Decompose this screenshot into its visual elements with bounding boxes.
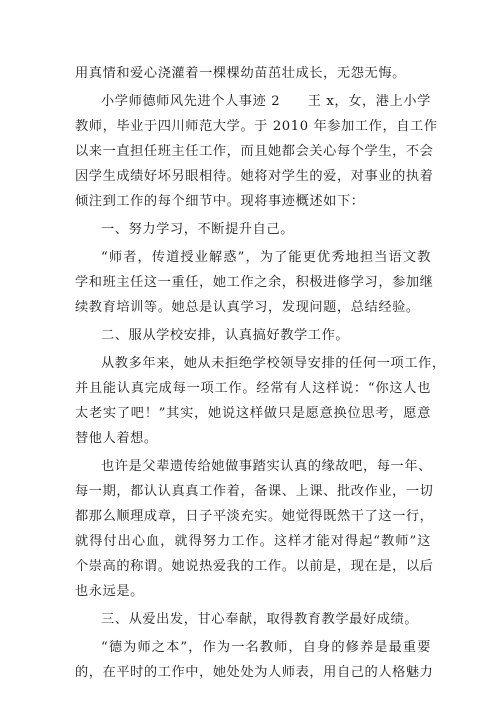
paragraph-line: 教师，毕业于四川师范大学。于 2010 年参加工作，自工作: [75, 119, 438, 134]
paragraph-line: 小学师德师风先进个人事迹 2 王 x，女，港上小学: [101, 94, 431, 109]
section-heading: 三、从爱出发，甘心奉献，取得教育教学最好成绩。: [101, 612, 419, 627]
section-heading: 一、努力学习，不断提升自己。: [101, 222, 295, 237]
paragraph-line: 从教多年来，她从未拒绝学校领导安排的任何一项工作，: [101, 356, 446, 371]
paragraph-line: 个崇高的称谓。她说热爱我的工作。以前是，现在是，以后: [75, 559, 434, 574]
paragraph-line: 用真情和爱心浇灌着一棵棵幼苗茁壮成长，无怨无悔。: [75, 66, 406, 81]
paragraph-line: 就得付出心血，就得努力工作。这样才能对得起“教师”这: [75, 534, 431, 549]
paragraph-line: 替他人着想。: [75, 431, 158, 446]
paragraph-line: 并且能认真完成每一项工作。经常有人这样说：“你这人也: [75, 381, 431, 396]
paragraph-line: 太老实了吧！”其实，她说这样做只是愿意换位思考，愿意: [75, 406, 431, 421]
paragraph-line: “德为师之本”，作为一名教师，自身的修养是最重要: [101, 640, 431, 655]
paragraph-line: 都那么顺理成章，日子平淡充实。她觉得既然干了这一行，: [75, 509, 434, 524]
section-heading: 二、服从学校安排，认真搞好教学工作。: [101, 328, 350, 343]
paragraph-line: “师者，传道授业解惑”，为了能更优秀地担当语文教: [101, 250, 431, 265]
paragraph-line: 也永远是。: [75, 584, 144, 599]
paragraph-line: 学和班主任这一重任，她工作之余，积极进修学习，参加继: [75, 275, 434, 290]
paragraph-line: 以来一直担任班主任工作，而且她都会关心每个学生，不会: [75, 144, 434, 159]
paragraph-line: 续教育培训等。她总是认真学习，发现问题，总结经验。: [75, 300, 420, 315]
paragraph-line: 倾注到工作的每个细节中。现将事迹概述如下：: [75, 194, 365, 209]
paragraph-line: 每一期，都认认真真工作着，备课、上课、批改作业，一切: [75, 484, 434, 499]
paragraph-line: 的，在平时的工作中，她处处为人师表，用自己的人格魅力: [75, 665, 434, 680]
paragraph-line: 因学生成绩好坏另眼相待。她将对学生的爱，对事业的执着: [75, 169, 434, 184]
paragraph-line: 也许是父辈遗传给她做事踏实认真的缘故吧，每一年、: [101, 459, 432, 474]
